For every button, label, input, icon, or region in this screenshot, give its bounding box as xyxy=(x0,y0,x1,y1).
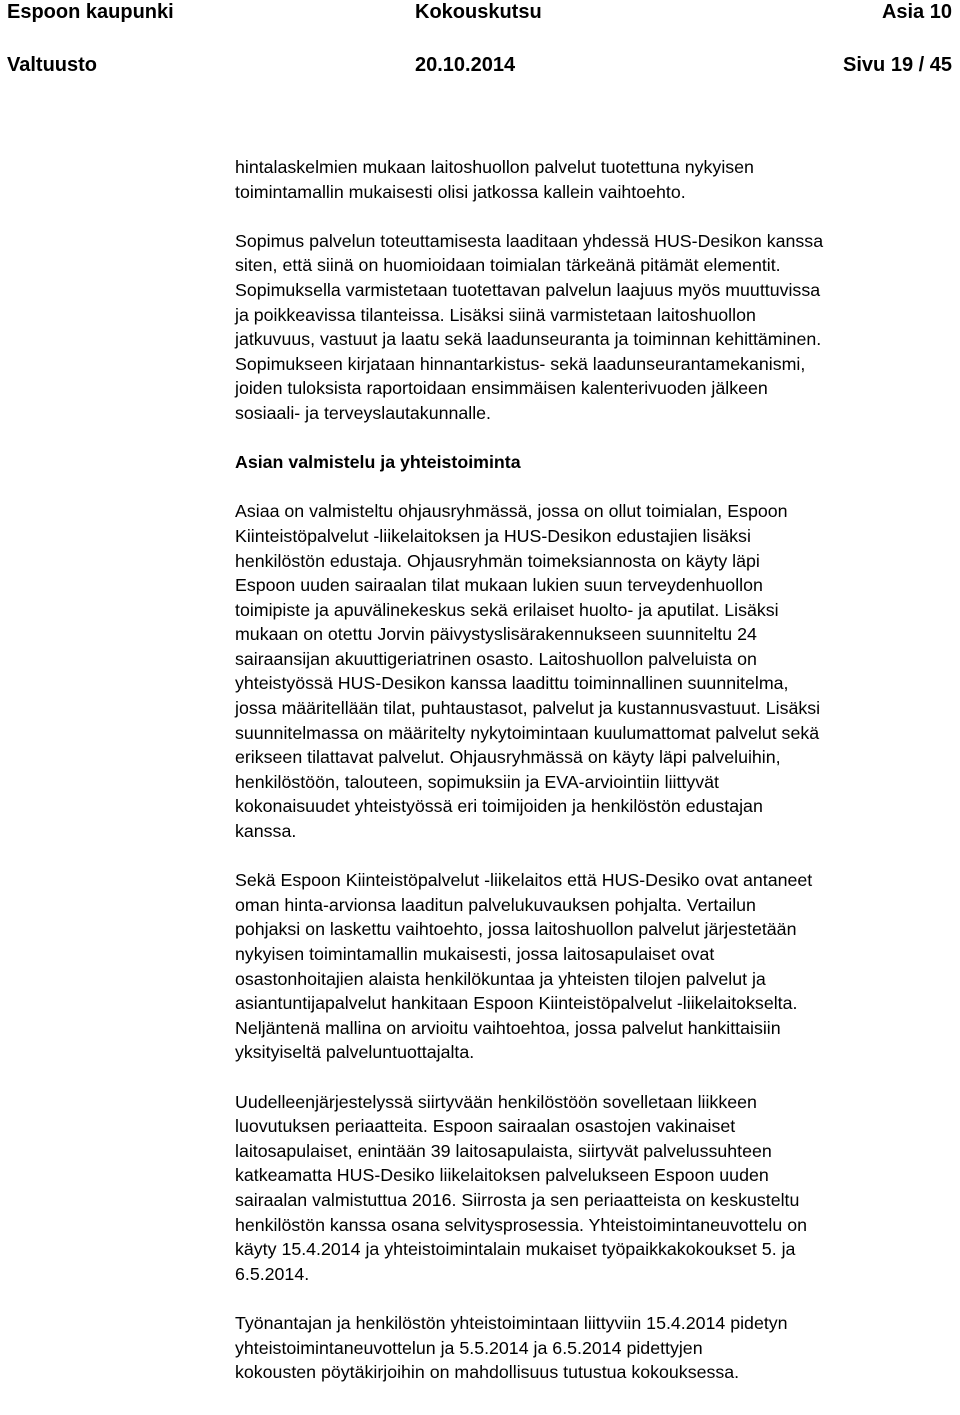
text-line: kokonaisuudet yhteistyössä eri toimijoiden ja henkilöstön edustajan xyxy=(235,796,763,817)
document-type: Kokouskutsu xyxy=(415,1,542,23)
text-line: erikseen tilattavat palvelut. Ohjausryhmässä on käyty läpi palveluihin, xyxy=(235,747,781,768)
paragraph xyxy=(235,868,957,1065)
text-line: Sopimukseen kirjataan hinnantarkistus- sekä laadunseurantamekanismi, xyxy=(235,353,806,374)
text-line: hintalaskelmien mukaan laitoshuollon palvelut tuotettuna nykyisen xyxy=(235,157,754,177)
text-line: katkeamatta HUS-Desiko liikelaitoksen palvelukseen Espoon uuden xyxy=(235,1165,769,1186)
text-line: laitosapulaiset, enintään 39 laitosapulaista, siirtyvät palvelussuhteen xyxy=(235,1140,772,1161)
intro-paragraphs xyxy=(235,155,957,426)
text-line: Työnantajan ja henkilöstön yhteistoimintaan liittyviin 15.4.2014 pidetyn xyxy=(235,1312,788,1333)
text-line: sairaalan valmistuttua 2016. Siirrosta ja sen periaatteista on keskusteltu xyxy=(235,1189,800,1210)
text-line: nykyisen toimintamallin mukaisesti, jossa laitosapulaiset ovat xyxy=(235,944,715,964)
organization-name: Espoon kaupunki xyxy=(7,1,174,23)
text-line: osastonhoitajien alaista henkilökuntaa ja yhteisten tilojen palvelut ja xyxy=(235,968,766,989)
text-line: yhteistyössä HUS-Desikon kanssa laadittu toiminnallinen suunnitelma, xyxy=(235,673,789,694)
text-line: sosiaali- ja terveyslautakunnalle. xyxy=(235,402,491,423)
text-line: joiden tuloksista raportoidaan ensimmäisen kalenterivuoden jälkeen xyxy=(235,378,768,399)
text-line: henkilöstön kanssa osana selvitysprosessia. Yhteistoimintaneuvottelu on xyxy=(235,1214,807,1235)
text-line: Sopimuksella varmistetaan tuotettavan palvelun laajuus myös muuttuvissa xyxy=(235,279,821,300)
text-line: sairaansijan akuuttigeriatrinen osasto. Laitoshuollon palveluista on xyxy=(235,648,757,669)
text-line: Espoon uuden sairaalan tilat mukaan lukien suun terveydenhuollon xyxy=(235,575,763,596)
text-line: henkilöstön edustaja. Ohjausryhmän toimeksiannosta on käyty läpi xyxy=(235,550,760,571)
text-line: kokousten pöytäkirjoihin on mahdollisuus tutustua kokouksessa. xyxy=(235,1362,740,1383)
text-line: oman hinta-arvionsa laaditun palvelukuvauksen pohjalta. Vertailun xyxy=(235,894,756,915)
text-line: mukaan on otettu Jorvin päivystyslisärakennukseen suunniteltu 24 xyxy=(235,624,757,645)
text-line: toimintamallin mukaisesti olisi jatkossa kallein vaihtoehto. xyxy=(235,181,686,202)
text-line: käyty 15.4.2014 ja yhteistoimintalain mukaiset työpaikkakokoukset 5. ja xyxy=(235,1239,796,1260)
text-line: asiantuntijapalvelut hankitaan Espoon Kiinteistöpalvelut -liikelaitokselta. xyxy=(235,993,798,1014)
agenda-item: Asia 10 xyxy=(881,1,952,23)
section-paragraphs xyxy=(235,499,957,1384)
text-line: Neljäntenä mallina on arvioitu vaihtoehtoa, jossa palvelut hankittaisiin xyxy=(235,1017,781,1038)
text-line: Uudelleenjärjestelyssä siirtyvään henkilöstöön sovelletaan liikkeen xyxy=(235,1091,757,1112)
text-line: henkilöstöön, talouteen, sopimuksiin ja EVA-arviointiin liittyvät xyxy=(235,771,719,792)
text-line: luovutuksen periaatteita. Espoon sairaalan osastojen vakinaiset xyxy=(235,1116,736,1137)
page-header xyxy=(0,0,960,80)
paragraph xyxy=(235,1311,957,1385)
council-body: Valtuusto xyxy=(7,54,98,76)
document-body xyxy=(235,155,957,1409)
text-line: jossa määritellään tilat, puhtaustasot, palvelut ja kustannusvastuut. Lisäksi xyxy=(235,698,821,719)
text-line: yksityiseltä palveluntuottajalta. xyxy=(235,1042,475,1063)
paragraph xyxy=(235,1090,957,1287)
paragraph xyxy=(235,155,957,204)
page-number: Sivu 19 / 45 xyxy=(843,54,952,76)
text-line: pohjaksi on laskettu vaihtoehto, jossa laitoshuollon palvelut järjestetään xyxy=(235,919,797,940)
text-line: Sopimus palvelun toteuttamisesta laaditaan yhdessä HUS-Desikon kanssa xyxy=(235,230,824,251)
text-line: toimipiste ja apuvälinekeskus sekä erilaiset huolto- ja aputilat. Lisäksi xyxy=(235,599,779,620)
section-heading: Asian valmistelu ja yhteistoiminta xyxy=(235,452,521,473)
text-line: 6.5.2014. xyxy=(235,1263,310,1284)
paragraph xyxy=(235,229,957,426)
text-line: ja poikkeavissa tilanteissa. Lisäksi siinä varmistetaan laitoshuollon xyxy=(235,304,756,325)
text-line: Kiinteistöpalvelut -liikelaitoksen ja HUS-Desikon edustajien lisäksi xyxy=(235,525,751,546)
text-line: Sekä Espoon Kiinteistöpalvelut -liikelaitos että HUS-Desiko ovat antaneet xyxy=(235,870,813,891)
paragraph xyxy=(235,499,957,843)
text-line: kanssa. xyxy=(235,821,297,842)
text-line: jatkuvuus, vastuut ja laatu sekä laadunseuranta ja toiminnan kehittäminen. xyxy=(235,329,822,350)
text-line: siten, että siinä on huomioidaan toimialan tärkeänä pitämät elementit. xyxy=(235,255,781,276)
text-line: Asiaa on valmisteltu ohjausryhmässä, jossa on ollut toimialan, Espoon xyxy=(235,501,788,522)
meeting-date: 20.10.2014 xyxy=(415,54,516,76)
text-line: suunnitelmassa on määritelty nykytoimintaan kuulumattomat palvelut sekä xyxy=(235,722,820,743)
text-line: yhteistoimintaneuvottelun ja 5.5.2014 ja 6.5.2014 pidettyjen xyxy=(235,1337,703,1358)
